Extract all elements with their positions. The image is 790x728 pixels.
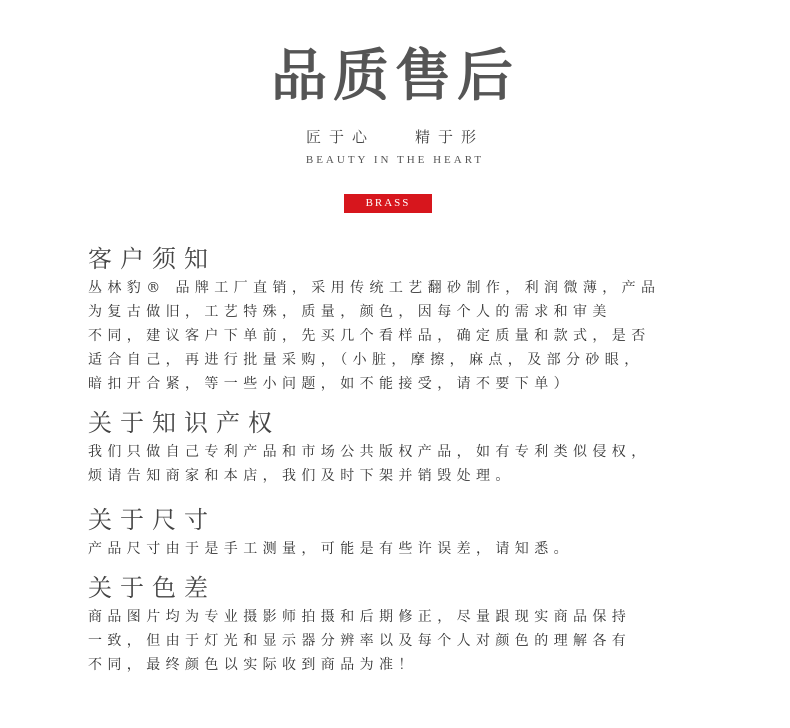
section-size	[88, 505, 748, 561]
subtitle-english: BEAUTY IN THE HEART	[305, 154, 485, 166]
section-body: 商品图片均为专业摄影师拍摄和后期修正，尽量跟现实商品保持 一致，但由于灯光和显示器分辨率以及每个人对颜色的理解各有 不同，最终颜色以实际收到商品为准！	[88, 609, 632, 673]
section-heading: 关于色差	[88, 574, 216, 602]
section-heading: 关于知识产权	[88, 409, 280, 437]
brass-badge: BRASS	[344, 194, 432, 213]
section-body: 我们只做自己专利产品和市场公共版权产品，如有专利类似侵权， 烦请告知商家和本店，我们及时下架并销毁处理。	[88, 444, 651, 484]
section-heading: 客户须知	[88, 245, 216, 273]
section-heading: 关于尺寸	[88, 506, 216, 534]
section-intellectual-property	[88, 408, 748, 488]
section-color-difference	[88, 573, 748, 677]
section-customer-notice	[88, 244, 748, 396]
page-title: 品质售后	[271, 43, 519, 109]
section-body: 丛林豹® 品牌工厂直销，采用传统工艺翻砂制作，利润微薄，产品 为复古做旧，工艺特殊，质量，颜色，因每个人的需求和审美 不同，建议客户下单前，先买几个看样品，确定质量和款式，是否 适合自己，再进行批量采购，（小脏，摩擦，麻点，及部分砂眼， 暗扣开合紧，等一些小问题，如不能接受，请不要下单）	[88, 280, 661, 392]
subtitle-chinese	[0, 126, 790, 147]
section-body: 产品尺寸由于是手工测量，可能是有些许误差，请知悉。	[88, 541, 573, 557]
subtitle-left: 匠于心	[305, 128, 375, 146]
subtitle-right: 精于形	[415, 128, 485, 146]
